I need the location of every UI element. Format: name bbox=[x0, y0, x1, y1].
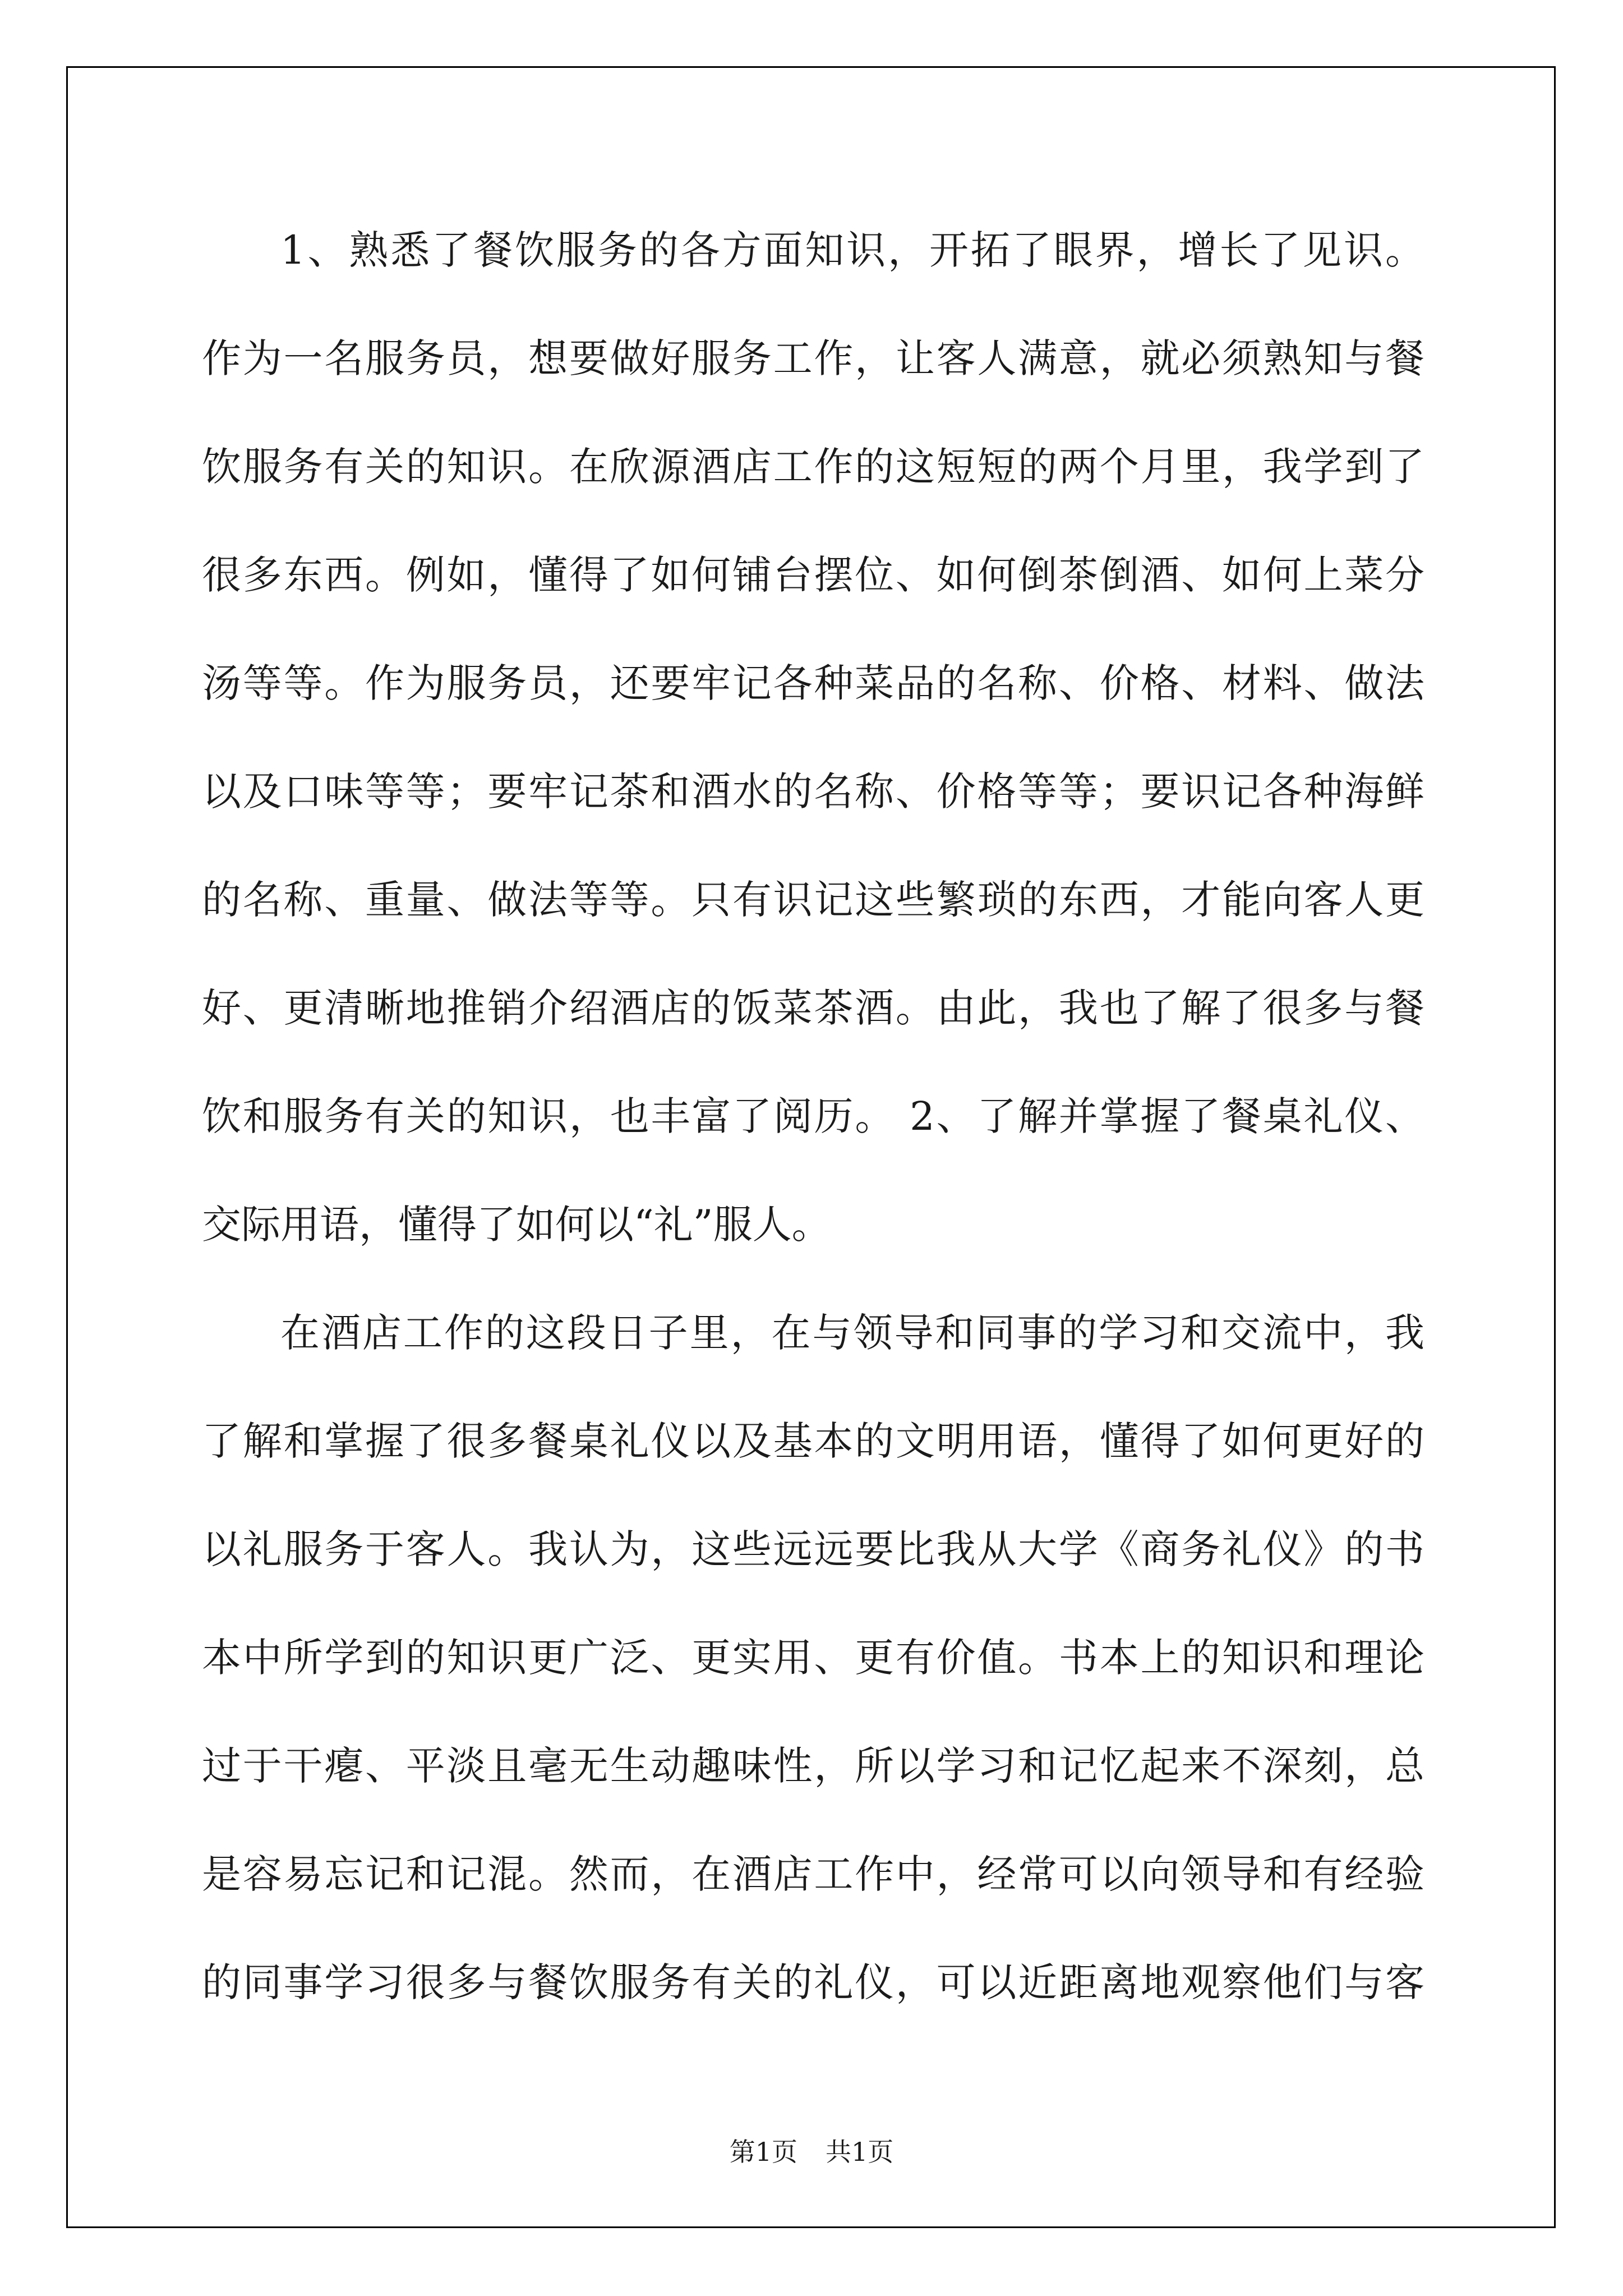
text-line: 1、熟悉了餐饮服务的各方面知识，开拓了眼界，增长了见识。 bbox=[280, 227, 1424, 273]
text-line: 好、更清晰地推销介绍酒店的饭菜茶酒。由此，我也了解了很多与餐 bbox=[202, 985, 1424, 1031]
page-number-total: 共1页 bbox=[826, 2137, 894, 2167]
text-line: 以及口味等等；要牢记茶和酒水的名称、价格等等；要识记各种海鲜 bbox=[202, 769, 1424, 815]
text-line: 饮服务有关的知识。在欣源酒店工作的这短短的两个月里，我学到了 bbox=[202, 444, 1424, 490]
text-line: 的同事学习很多与餐饮服务有关的礼仪，可以近距离地观察他们与客 bbox=[202, 1959, 1424, 2005]
text-line: 汤等等。作为服务员，还要牢记各种菜品的名称、价格、材料、做法 bbox=[202, 660, 1424, 706]
text-line: 了解和掌握了很多餐桌礼仪以及基本的文明用语，懂得了如何更好的 bbox=[202, 1418, 1424, 1464]
text-line: 过于干瘪、平淡且毫无生动趣味性，所以学习和记忆起来不深刻，总 bbox=[202, 1743, 1424, 1789]
page-number-current: 第1页 bbox=[729, 2137, 797, 2167]
page-footer bbox=[0, 2132, 1623, 2169]
text-line: 交际用语，懂得了如何以“礼”服人。 bbox=[202, 1202, 831, 1248]
text-line: 以礼服务于客人。我认为，这些远远要比我从大学《商务礼仪》的书 bbox=[202, 1526, 1424, 1572]
document-body bbox=[202, 196, 1424, 2037]
text-line: 是容易忘记和记混。然而，在酒店工作中，经常可以向领导和有经验 bbox=[202, 1851, 1424, 1897]
text-line: 的名称、重量、做法等等。只有识记这些繁琐的东西，才能向客人更 bbox=[202, 877, 1424, 923]
text-line: 在酒店工作的这段日子里，在与领导和同事的学习和交流中，我 bbox=[280, 1310, 1424, 1356]
text-line: 饮和服务有关的知识，也丰富了阅历。 2、了解并掌握了餐桌礼仪、 bbox=[202, 1093, 1424, 1139]
text-line: 作为一名服务员，想要做好服务工作，让客人满意，就必须熟知与餐 bbox=[202, 335, 1424, 381]
text-line: 很多东西。例如，懂得了如何铺台摆位、如何倒茶倒酒、如何上菜分 bbox=[202, 552, 1424, 598]
text-line: 本中所学到的知识更广泛、更实用、更有价值。书本上的知识和理论 bbox=[202, 1635, 1424, 1681]
